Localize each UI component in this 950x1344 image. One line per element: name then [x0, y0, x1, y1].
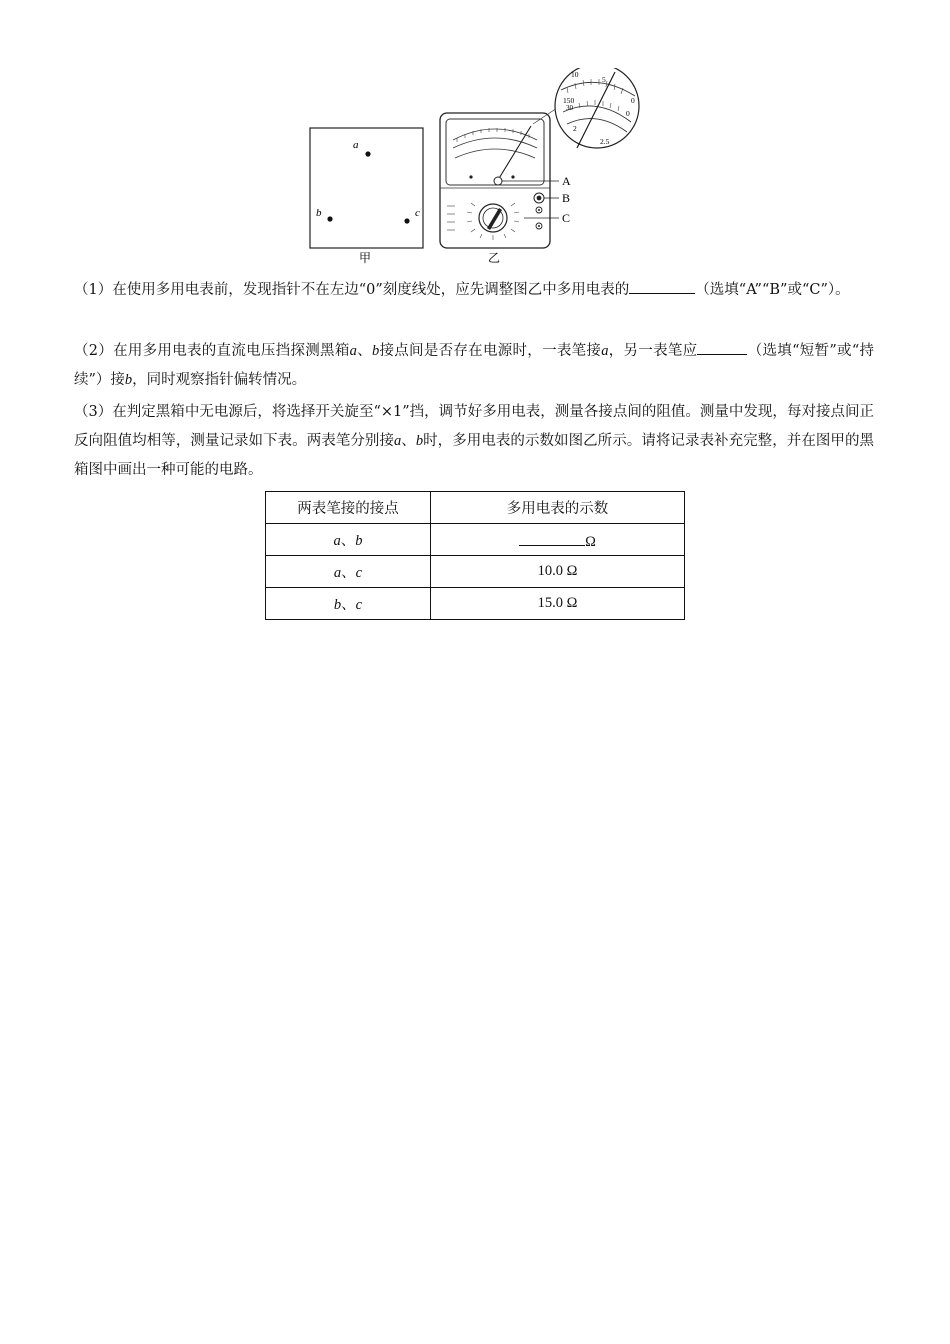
- point-c-label: c: [415, 207, 420, 219]
- row-reading: 15.0 Ω: [431, 588, 685, 620]
- header-contact-points: 两表笔接的接点: [266, 492, 431, 524]
- question-1-options: （选填“A”“B”或“C”）。: [695, 282, 850, 298]
- unit-ohm: Ω: [585, 533, 596, 550]
- answer-blank-3[interactable]: [519, 529, 585, 546]
- caption-jia: 甲: [359, 251, 372, 265]
- row-reading: [431, 524, 685, 556]
- question-2-text: 在用多用电表的直流电压挡探测黑箱: [113, 343, 350, 359]
- mechanical-zero-screw: [494, 177, 502, 185]
- figure: [305, 68, 650, 268]
- svg-text:2: 2: [573, 124, 577, 133]
- svg-text:10: 10: [571, 70, 579, 79]
- var-a: a: [394, 433, 402, 449]
- question-2-number: （2）: [74, 343, 114, 359]
- label-B: B: [562, 191, 571, 205]
- table-header-row: [266, 492, 685, 524]
- question-2: （2）在用多用电表的直流电压挡探测黑箱a、b接点间是否存在电源时，一表笔接a，另一表笔应 （选填“短暂”或“持续”）接b，同时观察指针偏转情况。: [74, 337, 874, 395]
- record-table: [265, 491, 685, 620]
- figure-svg: [305, 68, 650, 268]
- question-3-number: （3）: [74, 404, 113, 420]
- var-b: b: [371, 343, 380, 359]
- table-row: [266, 524, 685, 556]
- point-c: [404, 218, 409, 223]
- question-1-number: （1）: [74, 282, 113, 298]
- point-b-label: b: [316, 207, 322, 219]
- table-row: [266, 588, 685, 620]
- table-row: [266, 556, 685, 588]
- row-points: a、b: [266, 524, 431, 556]
- multimeter-diagram: [440, 113, 571, 265]
- svg-text:5: 5: [602, 75, 606, 84]
- var-a: a: [601, 343, 609, 359]
- caption-yi: 乙: [488, 251, 501, 265]
- point-a: [365, 151, 370, 156]
- black-box-diagram: [310, 128, 423, 265]
- point-b: [327, 216, 332, 221]
- question-3-text: 在判定黑箱中无电源后，将选择开关旋至“×1”挡，调节好多用电表，测量各接点间的阻值。测量中发现，每对接点间正反向阻值均相等，测量记录如下表。两表笔分别接: [74, 404, 874, 449]
- svg-text:150: 150: [563, 96, 575, 105]
- point-a-label: a: [353, 139, 359, 151]
- header-meter-reading: 多用电表的示数: [431, 492, 685, 524]
- var-b: b: [415, 433, 424, 449]
- label-A: A: [562, 174, 571, 188]
- var-a: a: [349, 343, 357, 359]
- row-points: a、c: [266, 556, 431, 588]
- question-3: （3）在判定黑箱中无电源后，将选择开关旋至“×1”挡，调节好多用电表，测量各接点间的阻值。测量中发现，每对接点间正反向阻值均相等，测量记录如下表。两表笔分别接a、b时，多用电表的示数如图乙所示。请将记录表补充完整，并在图甲的黑箱图中画出一种可能的电路。: [74, 404, 875, 478]
- label-C: C: [562, 211, 571, 225]
- row-points: b、c: [266, 588, 431, 620]
- question-1-text: 在使用多用电表前，发现指针不在左边“0”刻度线处，应先调整图乙中多用电表的: [112, 282, 630, 298]
- row-reading: 10.0 Ω: [431, 556, 685, 588]
- svg-text:2.5: 2.5: [600, 137, 610, 146]
- black-box-frame: [310, 128, 423, 248]
- svg-text:30: 30: [566, 104, 573, 112]
- svg-text:0: 0: [631, 96, 635, 105]
- var-b: b: [124, 372, 133, 388]
- answer-blank-1[interactable]: [629, 277, 695, 294]
- svg-text:0: 0: [626, 109, 630, 118]
- question-1: [74, 276, 874, 305]
- answer-blank-2[interactable]: [697, 338, 747, 355]
